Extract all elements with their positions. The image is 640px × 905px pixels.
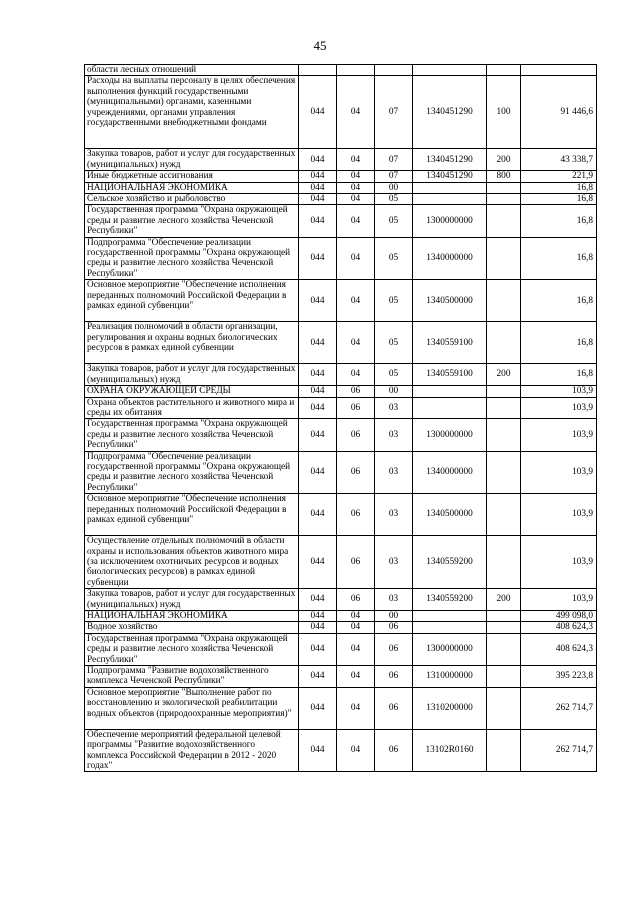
section-code-cell: 04 xyxy=(337,280,375,322)
table-row xyxy=(85,729,597,772)
amount-cell: 103,9 xyxy=(521,386,597,397)
subsection-code-cell: 03 xyxy=(375,397,413,419)
row-name-cell: НАЦИОНАЛЬНАЯ ЭКОНОМИКА xyxy=(85,611,299,622)
amount-cell: 262 714,7 xyxy=(521,729,597,772)
row-name-cell: Реализация полномочий в области организации, регулирования и охраны водных биологических ресурсов в рамках единой субвенции xyxy=(85,322,299,364)
row-name-cell: Осуществление отдельных полномочий в области охраны и использования объектов животного мира (за исключением охотничьих ресурсов и водных биологических ресурсов) в рамках единой субвенции xyxy=(85,536,299,589)
row-name-cell: Подпрограмма "Обеспечение реализации государственной программы "Охрана окружающей среды и развитие лесного хозяйства Чеченской Республики" xyxy=(85,451,299,494)
subsection-code-cell: 03 xyxy=(375,589,413,611)
table-row xyxy=(85,386,597,397)
dept-code-cell: 044 xyxy=(299,171,337,182)
dept-code-cell: 044 xyxy=(299,633,337,665)
subsection-code-cell: 07 xyxy=(375,149,413,171)
amount-cell: 221,9 xyxy=(521,171,597,182)
amount-cell xyxy=(521,65,597,76)
amount-cell: 16,8 xyxy=(521,322,597,364)
expense-type-cell xyxy=(487,194,521,205)
section-code-cell xyxy=(337,65,375,76)
row-name-cell: Водное хозяйство xyxy=(85,622,299,633)
table-row xyxy=(85,589,597,611)
amount-cell: 103,9 xyxy=(521,494,597,536)
target-article-cell: 1340451290 xyxy=(413,76,487,149)
budget-table-body xyxy=(85,65,597,772)
expense-type-cell xyxy=(487,182,521,193)
target-article-cell: 1340559200 xyxy=(413,536,487,589)
section-code-cell: 04 xyxy=(337,611,375,622)
section-code-cell: 04 xyxy=(337,364,375,386)
expense-type-cell xyxy=(487,65,521,76)
dept-code-cell: 044 xyxy=(299,419,337,451)
dept-code-cell: 044 xyxy=(299,494,337,536)
amount-cell: 103,9 xyxy=(521,419,597,451)
section-code-cell: 06 xyxy=(337,397,375,419)
amount-cell: 16,8 xyxy=(521,194,597,205)
amount-cell: 103,9 xyxy=(521,536,597,589)
subsection-code-cell: 06 xyxy=(375,666,413,688)
subsection-code-cell xyxy=(375,65,413,76)
target-article-cell: 1340559100 xyxy=(413,322,487,364)
dept-code-cell: 044 xyxy=(299,451,337,494)
expense-type-cell xyxy=(487,205,521,237)
dept-code-cell: 044 xyxy=(299,182,337,193)
expense-type-cell xyxy=(487,633,521,665)
table-row xyxy=(85,280,597,322)
expense-type-cell xyxy=(487,386,521,397)
target-article-cell: 1310000000 xyxy=(413,666,487,688)
target-article-cell: 1340559100 xyxy=(413,364,487,386)
subsection-code-cell: 06 xyxy=(375,622,413,633)
row-name-cell: Иные бюджетные ассигнования xyxy=(85,171,299,182)
amount-cell: 103,9 xyxy=(521,397,597,419)
target-article-cell: 1300000000 xyxy=(413,633,487,665)
section-code-cell: 04 xyxy=(337,729,375,772)
amount-cell: 91 446,6 xyxy=(521,76,597,149)
section-code-cell: 04 xyxy=(337,171,375,182)
table-row xyxy=(85,322,597,364)
target-article-cell: 1340000000 xyxy=(413,451,487,494)
dept-code-cell: 044 xyxy=(299,149,337,171)
target-article-cell: 1300000000 xyxy=(413,205,487,237)
table-row xyxy=(85,65,597,76)
amount-cell: 262 714,7 xyxy=(521,687,597,729)
amount-cell: 103,9 xyxy=(521,589,597,611)
expense-type-cell: 200 xyxy=(487,149,521,171)
dept-code-cell: 044 xyxy=(299,611,337,622)
section-code-cell: 04 xyxy=(337,622,375,633)
table-row xyxy=(85,611,597,622)
section-code-cell: 04 xyxy=(337,322,375,364)
amount-cell: 103,9 xyxy=(521,451,597,494)
table-row xyxy=(85,397,597,419)
table-row xyxy=(85,237,597,280)
target-article-cell: 13102R0160 xyxy=(413,729,487,772)
section-code-cell: 04 xyxy=(337,666,375,688)
subsection-code-cell: 06 xyxy=(375,687,413,729)
section-code-cell: 04 xyxy=(337,76,375,149)
table-row xyxy=(85,149,597,171)
row-name-cell: области лесных отношений xyxy=(85,65,299,76)
subsection-code-cell: 05 xyxy=(375,237,413,280)
expense-type-cell xyxy=(487,611,521,622)
subsection-code-cell: 05 xyxy=(375,280,413,322)
table-row xyxy=(85,687,597,729)
amount-cell: 43 338,7 xyxy=(521,149,597,171)
section-code-cell: 04 xyxy=(337,633,375,665)
target-article-cell: 1340451290 xyxy=(413,149,487,171)
target-article-cell xyxy=(413,65,487,76)
expense-type-cell xyxy=(487,622,521,633)
dept-code-cell: 044 xyxy=(299,622,337,633)
row-name-cell: Основное мероприятие "Выполнение работ по восстановлению и экологической реабилитации водных объектов (природоохранные мероприятия)" xyxy=(85,687,299,729)
amount-cell: 16,8 xyxy=(521,182,597,193)
dept-code-cell: 044 xyxy=(299,76,337,149)
row-name-cell: Основное мероприятие "Обеспечение исполнения переданных полномочий Российской Федерации в рамках единой субвенции" xyxy=(85,494,299,536)
row-name-cell: Государственная программа "Охрана окружающей среды и развитие лесного хозяйства Чеченской Республики" xyxy=(85,419,299,451)
subsection-code-cell: 03 xyxy=(375,451,413,494)
dept-code-cell: 044 xyxy=(299,280,337,322)
dept-code-cell: 044 xyxy=(299,386,337,397)
table-row xyxy=(85,666,597,688)
dept-code-cell xyxy=(299,65,337,76)
expense-type-cell xyxy=(487,419,521,451)
expense-type-cell xyxy=(487,729,521,772)
subsection-code-cell: 03 xyxy=(375,536,413,589)
target-article-cell: 1340451290 xyxy=(413,171,487,182)
section-code-cell: 04 xyxy=(337,194,375,205)
subsection-code-cell: 05 xyxy=(375,364,413,386)
amount-cell: 16,8 xyxy=(521,364,597,386)
subsection-code-cell: 00 xyxy=(375,611,413,622)
subsection-code-cell: 00 xyxy=(375,386,413,397)
row-name-cell: Обеспечение мероприятий федеральной целевой программы "Развитие водохозяйственного комплекса Российской Федерации в 2012 - 2020 годах" xyxy=(85,729,299,772)
target-article-cell: 1340000000 xyxy=(413,237,487,280)
expense-type-cell: 100 xyxy=(487,76,521,149)
section-code-cell: 06 xyxy=(337,419,375,451)
expense-type-cell: 200 xyxy=(487,589,521,611)
dept-code-cell: 044 xyxy=(299,237,337,280)
section-code-cell: 06 xyxy=(337,536,375,589)
subsection-code-cell: 07 xyxy=(375,171,413,182)
target-article-cell xyxy=(413,182,487,193)
subsection-code-cell: 05 xyxy=(375,194,413,205)
row-name-cell: ОХРАНА ОКРУЖАЮЩЕЙ СРЕДЫ xyxy=(85,386,299,397)
amount-cell: 395 223,8 xyxy=(521,666,597,688)
table-row xyxy=(85,419,597,451)
page-number: 45 xyxy=(313,38,327,53)
section-code-cell: 04 xyxy=(337,182,375,193)
amount-cell: 408 624,3 xyxy=(521,622,597,633)
expense-type-cell xyxy=(487,536,521,589)
table-row xyxy=(85,451,597,494)
section-code-cell: 04 xyxy=(337,687,375,729)
table-row xyxy=(85,633,597,665)
expense-type-cell xyxy=(487,451,521,494)
target-article-cell: 1340500000 xyxy=(413,494,487,536)
amount-cell: 16,8 xyxy=(521,205,597,237)
subsection-code-cell: 05 xyxy=(375,205,413,237)
budget-table xyxy=(84,64,597,772)
section-code-cell: 06 xyxy=(337,494,375,536)
table-row xyxy=(85,622,597,633)
dept-code-cell: 044 xyxy=(299,536,337,589)
table-row xyxy=(85,182,597,193)
amount-cell: 16,8 xyxy=(521,237,597,280)
amount-cell: 408 624,3 xyxy=(521,633,597,665)
dept-code-cell: 044 xyxy=(299,205,337,237)
expense-type-cell xyxy=(487,280,521,322)
target-article-cell: 1310200000 xyxy=(413,687,487,729)
expense-type-cell xyxy=(487,397,521,419)
dept-code-cell: 044 xyxy=(299,589,337,611)
dept-code-cell: 044 xyxy=(299,194,337,205)
target-article-cell xyxy=(413,611,487,622)
amount-cell: 16,8 xyxy=(521,280,597,322)
target-article-cell: 1340559200 xyxy=(413,589,487,611)
dept-code-cell: 044 xyxy=(299,729,337,772)
subsection-code-cell: 06 xyxy=(375,729,413,772)
dept-code-cell: 044 xyxy=(299,397,337,419)
subsection-code-cell: 03 xyxy=(375,494,413,536)
row-name-cell: Основное мероприятие "Обеспечение исполнения переданных полномочий Российской Федерации в рамках единой субвенции" xyxy=(85,280,299,322)
table-row xyxy=(85,205,597,237)
expense-type-cell: 200 xyxy=(487,364,521,386)
table-row xyxy=(85,76,597,149)
target-article-cell xyxy=(413,622,487,633)
row-name-cell: Подпрограмма "Развитие водохозяйственного комплекса Чеченской Республики" xyxy=(85,666,299,688)
expense-type-cell xyxy=(487,494,521,536)
target-article-cell: 1300000000 xyxy=(413,419,487,451)
table-row xyxy=(85,536,597,589)
subsection-code-cell: 06 xyxy=(375,633,413,665)
row-name-cell: Сельское хозяйство и рыболовство xyxy=(85,194,299,205)
row-name-cell: Расходы на выплаты персоналу в целях обеспечения выполнения функций государственными (муниципальными) органами, казенными учреждениями, органами управления государственными внебюджетными фондами xyxy=(85,76,299,149)
section-code-cell: 06 xyxy=(337,451,375,494)
target-article-cell xyxy=(413,194,487,205)
section-code-cell: 06 xyxy=(337,386,375,397)
dept-code-cell: 044 xyxy=(299,322,337,364)
dept-code-cell: 044 xyxy=(299,364,337,386)
section-code-cell: 04 xyxy=(337,205,375,237)
row-name-cell: Закупка товаров, работ и услуг для государственных (муниципальных) нужд xyxy=(85,589,299,611)
row-name-cell: Подпрограмма "Обеспечение реализации государственной программы "Охрана окружающей среды и развитие лесного хозяйства Чеченской Республики" xyxy=(85,237,299,280)
row-name-cell: Государственная программа "Охрана окружающей среды и развитие лесного хозяйства Чеченской Республики" xyxy=(85,205,299,237)
dept-code-cell: 044 xyxy=(299,687,337,729)
row-name-cell: Закупка товаров, работ и услуг для государственных (муниципальных) нужд xyxy=(85,364,299,386)
table-row xyxy=(85,364,597,386)
amount-cell: 499 098,0 xyxy=(521,611,597,622)
expense-type-cell: 800 xyxy=(487,171,521,182)
section-code-cell: 06 xyxy=(337,589,375,611)
target-article-cell: 1340500000 xyxy=(413,280,487,322)
expense-type-cell xyxy=(487,322,521,364)
dept-code-cell: 044 xyxy=(299,666,337,688)
row-name-cell: НАЦИОНАЛЬНАЯ ЭКОНОМИКА xyxy=(85,182,299,193)
section-code-cell: 04 xyxy=(337,149,375,171)
subsection-code-cell: 07 xyxy=(375,76,413,149)
row-name-cell: Государственная программа "Охрана окружающей среды и развитие лесного хозяйства Чеченской Республики" xyxy=(85,633,299,665)
section-code-cell: 04 xyxy=(337,237,375,280)
row-name-cell: Охрана объектов растительного и животного мира и среды их обитания xyxy=(85,397,299,419)
table-row xyxy=(85,494,597,536)
target-article-cell xyxy=(413,386,487,397)
subsection-code-cell: 00 xyxy=(375,182,413,193)
expense-type-cell xyxy=(487,687,521,729)
subsection-code-cell: 05 xyxy=(375,322,413,364)
expense-type-cell xyxy=(487,666,521,688)
row-name-cell: Закупка товаров, работ и услуг для государственных (муниципальных) нужд xyxy=(85,149,299,171)
subsection-code-cell: 03 xyxy=(375,419,413,451)
table-row xyxy=(85,194,597,205)
expense-type-cell xyxy=(487,237,521,280)
table-row xyxy=(85,171,597,182)
target-article-cell xyxy=(413,397,487,419)
